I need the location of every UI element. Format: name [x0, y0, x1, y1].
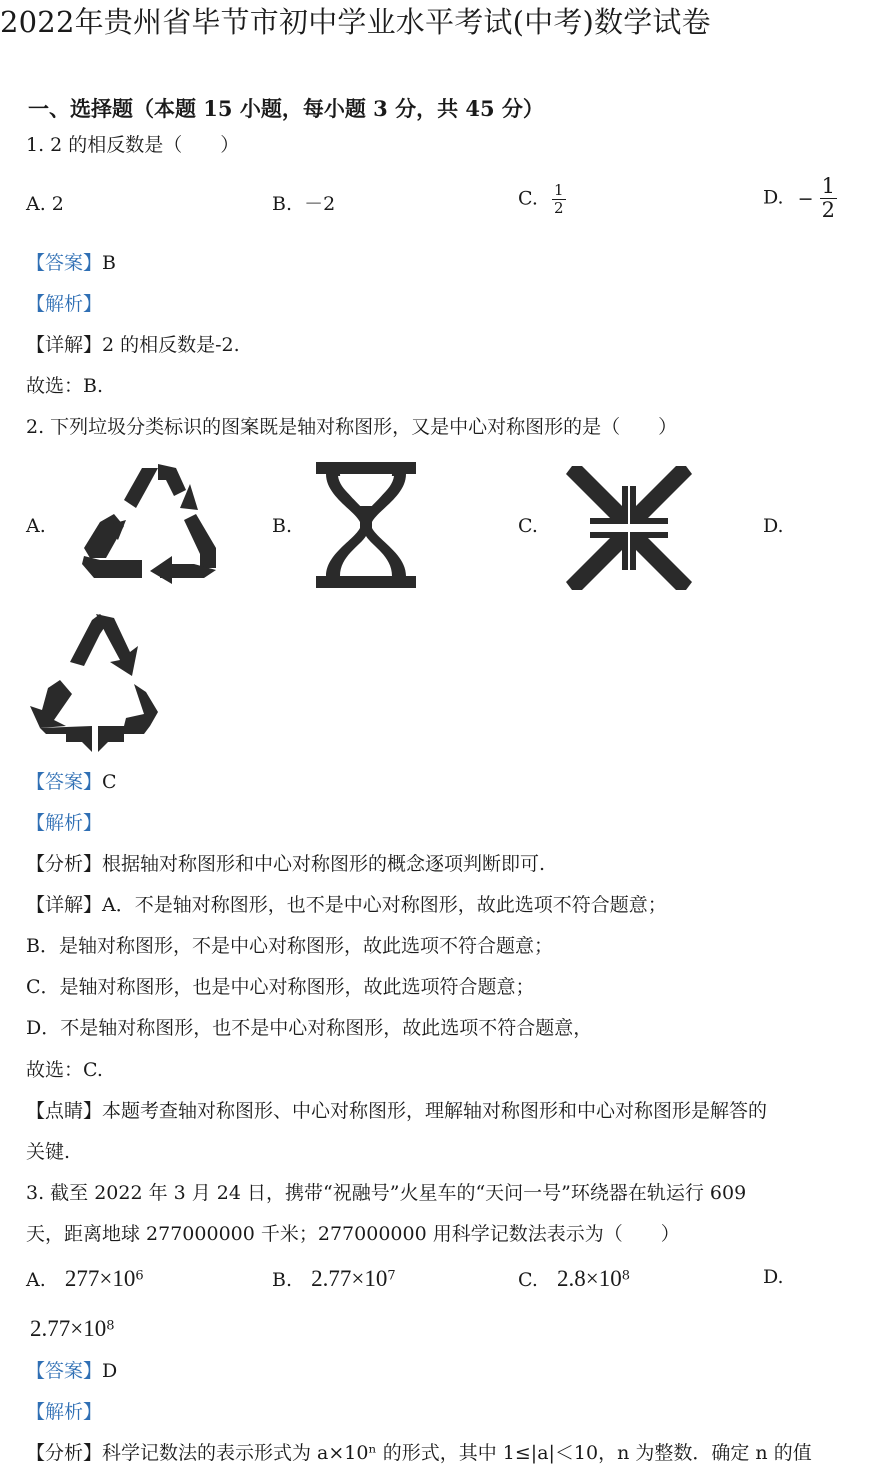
q3-option-c-base: 2.8×10	[557, 1266, 622, 1291]
q1-choose: 故选：B.	[26, 375, 104, 397]
q2-detail-a: 【详解】A．不是轴对称图形，也不是中心对称图形，故此选项不符合题意；	[26, 894, 667, 916]
q2-option-b-label: B.	[272, 515, 293, 537]
q2-fenxi: 【分析】根据轴对称图形和中心对称图形的概念逐项判断即可.	[26, 853, 546, 875]
section-heading: 一、选择题（本题 15 小题，每小题 3 分，共 45 分）	[28, 96, 544, 121]
q1-option-c-denominator: 2	[553, 199, 564, 217]
q2-detail-d: D．不是轴对称图形，也不是中心对称图形，故此选项不符合题意，	[26, 1017, 593, 1039]
q1-option-d-sign: −	[797, 187, 814, 210]
q2-detail-b: B．是轴对称图形，不是中心对称图形，故此选项不符合题意；	[26, 935, 553, 957]
q2-dianjing-line2: 关键.	[26, 1141, 71, 1163]
q1-option-c	[518, 183, 566, 216]
q3-analysis-tag: 【解析】	[26, 1401, 103, 1423]
q2-option-c-label: C.	[518, 515, 538, 537]
q3-option-c	[518, 1266, 630, 1292]
q3-option-d-exponent: 8	[106, 1318, 115, 1334]
q1-option-d-fraction	[820, 176, 837, 221]
q2-analysis-tag: 【解析】	[26, 812, 103, 834]
q1-option-c-label: C.	[518, 187, 538, 210]
q2-detail-c: C．是轴对称图形，也是中心对称图形，故此选项符合题意；	[26, 976, 535, 998]
recycle-triangle-icon	[30, 614, 160, 754]
q1-answer-value: B	[102, 252, 116, 274]
q3-option-d-label-wrap	[763, 1266, 784, 1288]
q1-option-b-value: －2	[304, 193, 336, 215]
q3-option-d-label: D.	[763, 1266, 784, 1288]
q3-stem-line1: 3. 截至 2022 年 3 月 24 日，携带“祝融号”火星车的“天问一号”环绕器在轨运行 609	[26, 1182, 747, 1204]
recycle-arrows-icon	[80, 460, 220, 584]
q3-answer-tag: 【答案】	[26, 1360, 103, 1382]
q1-answer	[26, 251, 116, 275]
q3-option-c-label: C.	[518, 1269, 538, 1291]
q3-option-d	[30, 1316, 115, 1342]
q1-option-b-label: B.	[272, 193, 293, 215]
q2-option-a-label: A.	[26, 515, 46, 537]
hourglass-icon	[316, 462, 416, 588]
q3-fenxi-tag: 【分析】	[26, 1442, 103, 1464]
q3-answer-value: D	[102, 1360, 118, 1382]
q3-fenxi	[26, 1441, 812, 1465]
q2-stem: 2. 下列垃圾分类标识的图案既是轴对称图形，又是中心对称图形的是（ ）	[26, 416, 678, 438]
q1-stem: 1. 2 的相反数是（ ）	[26, 134, 240, 156]
q1-option-c-fraction	[552, 183, 566, 216]
q1-option-d-numerator: 1	[821, 174, 835, 198]
q3-fenxi-text: 科学记数法的表示形式为 a×10ⁿ 的形式，其中 1≤|a|＜10，n 为整数．确定 n 的值	[102, 1442, 812, 1464]
q3-option-b-base: 2.77×10	[311, 1266, 388, 1291]
q1-option-d-label: D.	[763, 186, 784, 209]
q1-option-b	[272, 192, 335, 216]
q2-choose: 故选：C.	[26, 1059, 103, 1081]
q3-option-a-base: 277×10	[64, 1266, 136, 1291]
q2-answer-value: C	[102, 771, 117, 793]
q1-answer-tag: 【答案】	[26, 252, 103, 274]
q2-dianjing-line1: 【点睛】本题考查轴对称图形、中心对称图形，理解轴对称图形和中心对称图形是解答的	[26, 1100, 768, 1122]
q3-stem-line2: 天，距离地球 277000000 千米；277000000 用科学记数法表示为（ ）	[26, 1223, 680, 1245]
q1-option-c-numerator: 1	[553, 181, 564, 199]
q2-answer-tag: 【答案】	[26, 771, 103, 793]
page-title: 2022年贵州省毕节市初中学业水平考试(中考)数学试卷	[0, 5, 711, 39]
q1-analysis-tag: 【解析】	[26, 293, 103, 315]
q3-answer	[26, 1359, 117, 1383]
q3-option-b	[272, 1266, 396, 1292]
q3-option-d-base: 2.77×10	[30, 1316, 107, 1341]
q3-option-b-label: B.	[272, 1269, 293, 1291]
q3-option-a-exponent: 6	[135, 1268, 144, 1284]
q3-option-c-exponent: 8	[621, 1268, 631, 1284]
inward-arrows-icon	[566, 466, 692, 590]
q3-option-a	[26, 1266, 144, 1292]
q1-option-d	[763, 176, 837, 221]
q2-option-d-label: D.	[763, 515, 784, 537]
q3-option-a-label: A.	[26, 1269, 46, 1291]
q3-option-b-exponent: 7	[387, 1268, 396, 1284]
q1-option-a: A. 2	[26, 193, 64, 215]
q2-answer	[26, 770, 117, 794]
q1-option-d-denominator: 2	[821, 198, 835, 222]
q1-detail: 【详解】2 的相反数是-2.	[26, 334, 240, 356]
